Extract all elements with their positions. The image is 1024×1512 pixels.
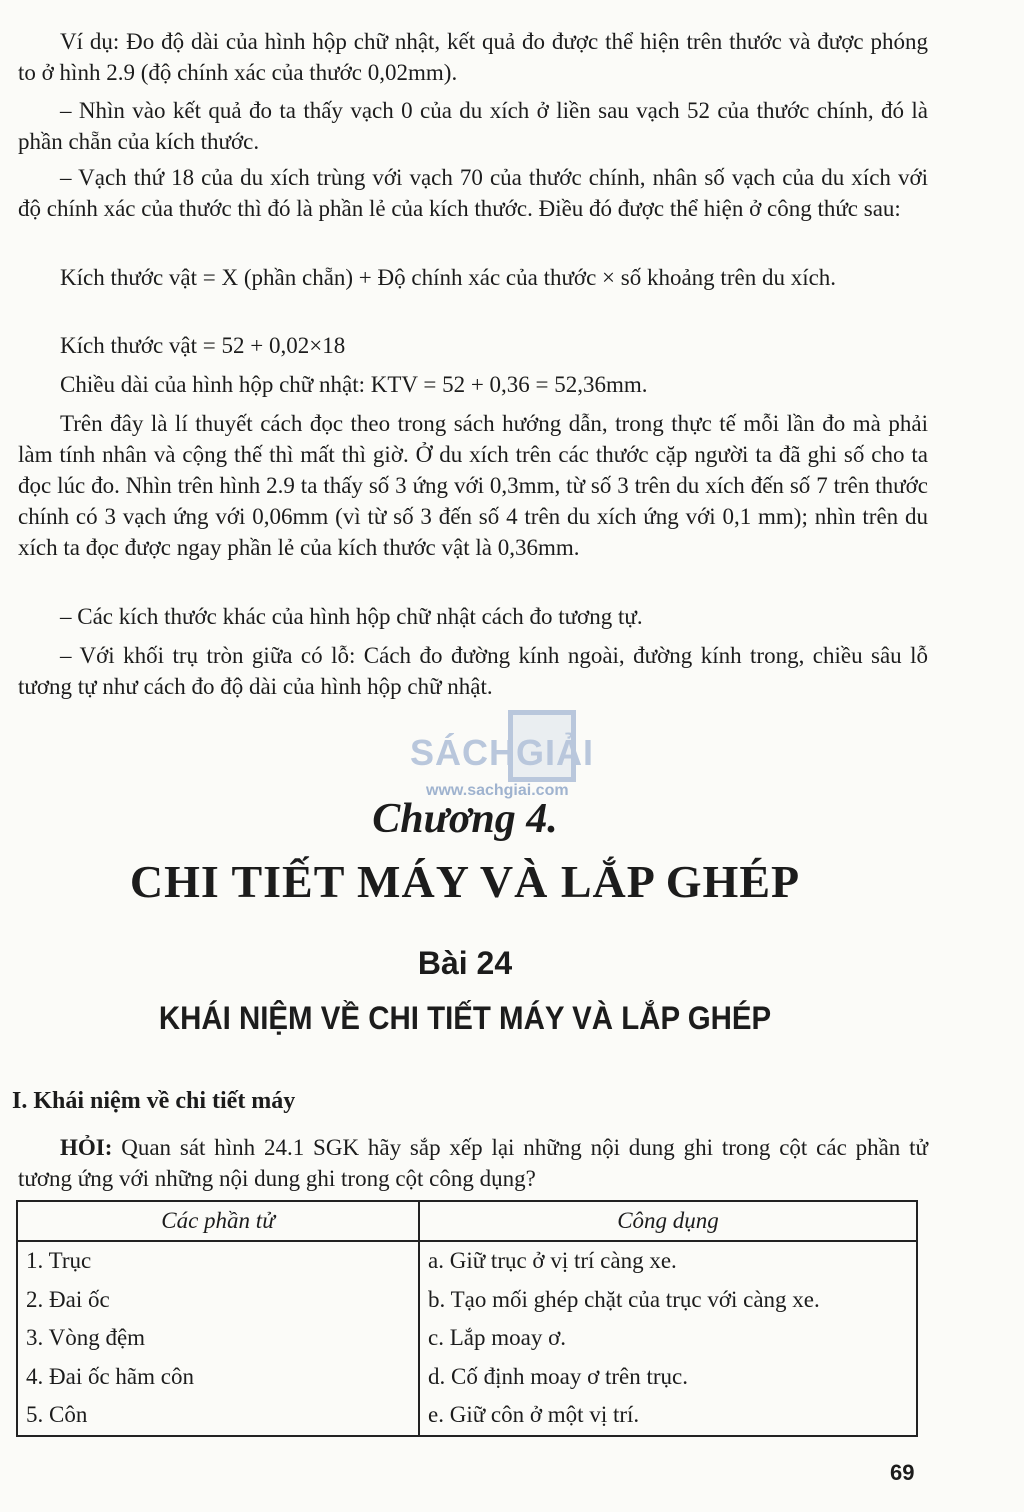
question-label: HỎI:	[60, 1135, 113, 1160]
table-header-row	[17, 1201, 917, 1241]
part-cell: 1. Trục	[17, 1241, 419, 1281]
paragraph-formula-general: Kích thước vật = X (phần chẵn) + Độ chính xác của thước × số khoảng trên du xích.	[60, 265, 837, 290]
paragraph-hollow-cylinder: – Với khối trụ tròn giữa có lỗ: Cách đo đường kính ngoài, đường kính trong, chiều sâu lỗ tương tự như cách đo độ dài của hình hộp chữ nhật.	[18, 643, 928, 699]
lesson-title: KHÁI NIỆM VỀ CHI TIẾT MÁY VÀ LẮP GHÉP	[158, 1000, 772, 1036]
header-function: Công dụng	[419, 1201, 917, 1241]
lesson-number: Bài 24	[417, 945, 513, 981]
paragraph-example: Ví dụ: Đo độ dài của hình hộp chữ nhật, kết quả đo được thể hiện trên thước và được phóng to ở hình 2.9 (độ chính xác của thước 0,02mm).	[18, 29, 928, 85]
paragraph-vernier-mark: – Vạch thứ 18 của du xích trùng với vạch 70 của thước chính, nhân số vạch của du xích với độ chính xác của thước thì đó là phần lẻ của kích thước. Điều đó được thể hiện ở công thức sau:	[18, 165, 928, 221]
table-row	[17, 1396, 917, 1436]
part-cell: 4. Đai ốc hãm côn	[17, 1358, 419, 1397]
function-cell: a. Giữ trục ở vị trí càng xe.	[419, 1241, 917, 1281]
paragraph-zero-mark: – Nhìn vào kết quả đo ta thấy vạch 0 của du xích ở liền sau vạch 52 của thước chính, đó là phần chẵn của kích thước.	[18, 98, 928, 154]
function-cell: b. Tạo mối ghép chặt của trục với càng xe.	[419, 1281, 917, 1320]
question-paragraph	[18, 1132, 928, 1194]
sachgiai-watermark-logo	[410, 710, 620, 805]
watermark-text: SÁCHGIẢI	[410, 732, 595, 773]
page-number: 69	[890, 1460, 915, 1485]
formula-size: Kích thước vật = 52 + 0,02×18	[60, 333, 346, 358]
table-row	[17, 1358, 917, 1397]
table-row	[17, 1241, 917, 1281]
table-row	[17, 1319, 917, 1358]
part-cell: 3. Vòng đệm	[17, 1319, 419, 1358]
question-text: Quan sát hình 24.1 SGK hãy sắp xếp lại những nội dung ghi trong cột các phần tử tương ứng với những nội dung ghi trong cột công dụng?	[18, 1135, 928, 1191]
paragraph-other-dimensions: – Các kích thước khác của hình hộp chữ nhật cách đo tương tự.	[60, 604, 643, 629]
part-cell: 2. Đai ốc	[17, 1281, 419, 1320]
paragraph-practical-reading: Trên đây là lí thuyết cách đọc theo trong sách hướng dẫn, trong thực tế mỗi lần đo mà phải làm tính nhân và cộng thế thì mất thì giờ. Ở du xích trên các thước cặp người ta đã ghi số cho ta đọc lúc đo. Nhìn trên hình 2.9 ta thấy số 3 ứng với 0,3mm, từ số 3 trên du xích đến số 7 trên thước chính có 3 vạch ứng với 0,06mm (vì từ số 3 đến số 4 trên du xích ứng với 0,1 mm); nhìn trên du xích ta đọc được ngay phần lẻ của kích thước vật là 0,36mm.	[18, 411, 928, 560]
part-cell: 5. Côn	[17, 1396, 419, 1436]
header-parts: Các phần tử	[17, 1201, 419, 1241]
function-cell: e. Giữ côn ở một vị trí.	[419, 1396, 917, 1436]
function-cell: c. Lắp moay ơ.	[419, 1319, 917, 1358]
formula-length: Chiều dài của hình hộp chữ nhật: KTV = 52 + 0,36 = 52,36mm.	[60, 372, 648, 397]
chapter-label: Chương 4.	[372, 796, 558, 842]
table-row	[17, 1281, 917, 1320]
parts-function-table	[16, 1200, 918, 1437]
function-cell: d. Cố định moay ơ trên trục.	[419, 1358, 917, 1397]
chapter-title: CHI TIẾT MÁY VÀ LẮP GHÉP	[129, 856, 801, 907]
section-heading: I. Khái niệm về chi tiết máy	[12, 1088, 296, 1114]
watermark-url: www.sachgiai.com	[426, 782, 569, 799]
